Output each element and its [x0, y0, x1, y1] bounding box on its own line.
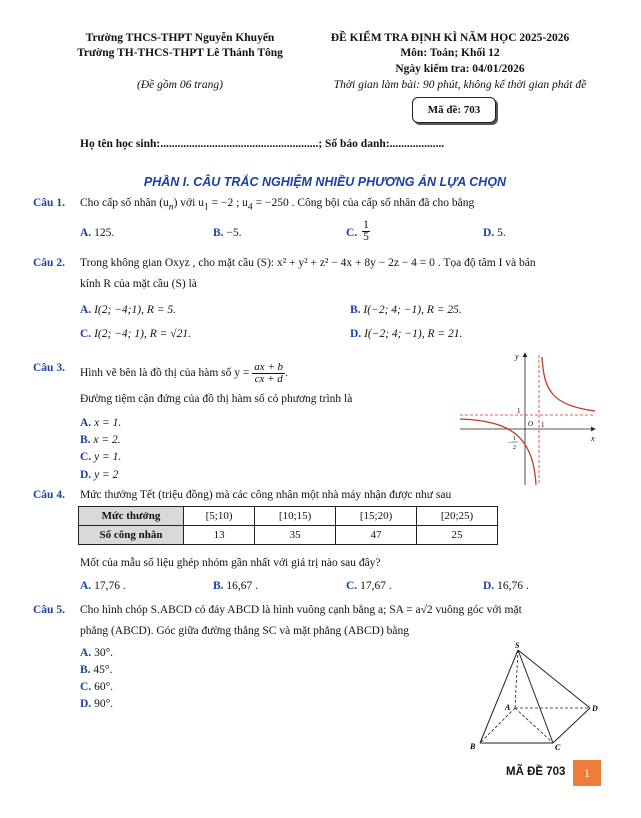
q4-header-cell: Mức thưởng: [79, 507, 184, 526]
q3-number: Câu 3.: [33, 362, 65, 374]
q3-prompt: Đường tiệm cận đứng của đồ thị hàm số có phương trình là: [80, 393, 353, 405]
q2-option-c[interactable]: C. I(2; −4; 1), R = √21.: [80, 328, 191, 340]
q1-stem: Cho cấp số nhân $(u_n)$ với $u_1 = -2$ ; $u_4 = -250$ . Công bội của cấp số nhân đã cho bằng: [80, 197, 475, 213]
q4-prompt: Mốt của mẫu số liệu ghép nhóm gần nhất với giá trị nào sau đây?: [80, 557, 381, 569]
q4-header-cell: [20;25): [417, 507, 498, 526]
q4-data-cell: 25: [417, 526, 498, 545]
x-axis-label: x: [591, 434, 595, 443]
neg-half-den: 2: [513, 445, 516, 451]
q3-option-b[interactable]: B. x = 2.: [80, 434, 121, 446]
q5-pyramid-figure: [465, 640, 605, 755]
q4-option-b[interactable]: B. 16,67 .: [213, 580, 259, 592]
x-tick-one: 1: [541, 421, 545, 429]
q4-option-a[interactable]: A. 17,76 .: [80, 580, 126, 592]
vertex-D-label: D: [592, 704, 598, 713]
q5-option-d[interactable]: D. 90°.: [80, 698, 114, 710]
q5-option-c[interactable]: C. 60°.: [80, 681, 114, 693]
q3-stem: Hình vẽ bên là đồ thị của hàm số y = $\frac{ax + b}{cx + d}$ .: [80, 361, 288, 385]
q2-option-a[interactable]: A. I(2; −4;1), R = 5.: [80, 304, 177, 316]
edge-AC: [515, 708, 553, 743]
q2-option-d[interactable]: D. I(−2; 4; −1), R = 21.: [350, 328, 463, 340]
y-tick-one: 1: [517, 407, 521, 415]
q4-header-cell: [10;15): [255, 507, 336, 526]
exam-subject: Môn: Toán; Khối 12: [400, 47, 500, 59]
q4-number: Câu 4.: [33, 489, 65, 501]
exam-date: Ngày kiểm tra: 04/01/2026: [395, 63, 525, 75]
exam-time: Thời gian làm bài: 90 phút, không kể thời gian phát đề: [333, 79, 587, 91]
footer-exam-code: MÃ ĐỀ 703: [506, 766, 566, 778]
neg-half-num: 1: [513, 436, 516, 442]
q4-table-data-row: [79, 526, 498, 545]
edge-SB: [480, 650, 518, 743]
student-info-line: Họ tên học sinh:.......................................................; Số báo danh:...................: [80, 138, 445, 150]
q5-option-a[interactable]: A. 30°.: [80, 647, 114, 659]
q3-option-d[interactable]: D. y = 2: [80, 469, 119, 481]
school-name-2: Trường TH-THCS-THPT Lê Thánh Tông: [77, 47, 283, 59]
q4-data-cell: Số công nhân: [79, 526, 184, 545]
y-axis-label: y: [515, 352, 519, 361]
page-number-badge: 1: [573, 760, 601, 786]
origin-label: O: [528, 420, 534, 428]
exam-title: ĐỀ KIỂM TRA ĐỊNH KÌ NĂM HỌC 2025-2026: [330, 32, 570, 44]
q1-option-a[interactable]: A. 125.: [80, 227, 115, 239]
q4-stem: Mức thưởng Tết (triệu đồng) mà các công nhân một nhà máy nhận được như sau: [80, 489, 452, 501]
q1-option-d[interactable]: D. 5.: [483, 227, 506, 239]
section-title: PHẦN I. CÂU TRẮC NGHIỆM NHIỀU PHƯƠNG ÁN LỰA CHỌN: [143, 175, 507, 189]
q4-option-d[interactable]: D. 16,76 .: [483, 580, 529, 592]
q3-option-a[interactable]: A. x = 1.: [80, 417, 122, 429]
q4-table: [78, 506, 498, 545]
q5-number: Câu 5.: [33, 604, 65, 616]
q2-number: Câu 2.: [33, 257, 65, 269]
q5-stem-line1: Cho hình chóp S.ABCD có đáy ABCD là hình vuông cạnh bằng a; SA = a√2 vuông góc với mặt: [80, 604, 522, 616]
q4-data-cell: 35: [255, 526, 336, 545]
q5-stem-line2: phẳng (ABCD). Góc giữa đường thẳng SC và mặt phẳng (ABCD) bằng: [80, 625, 410, 637]
q4-data-cell: 13: [184, 526, 255, 545]
q4-table-header-row: [79, 507, 498, 526]
q1-number: Câu 1.: [33, 197, 65, 209]
vertex-B-label: B: [470, 742, 476, 751]
q4-option-c[interactable]: C. 17,67 .: [346, 580, 392, 592]
q4-header-cell: [15;20): [336, 507, 417, 526]
q2-stem-line1: Trong không gian Oxyz , cho mặt cầu (S): x² + y² + z² − 4x + 8y − 2z − 4 = 0 . Tọa độ tâm I và bán: [80, 257, 536, 269]
edge-AB: [480, 708, 515, 743]
exam-code-box: Mã đề: 703: [412, 97, 496, 123]
q2-stem-line2: kính R của mặt cầu (S) là: [80, 278, 197, 290]
school-name-1: Trường THCS-THPT Nguyễn Khuyến: [85, 32, 275, 44]
q1-option-c[interactable]: C. $\frac{1}{5}$: [346, 219, 369, 243]
q1-option-b[interactable]: B. −5.: [213, 227, 242, 239]
q5-option-b[interactable]: B. 45°.: [80, 664, 113, 676]
vertex-A-label: A: [505, 703, 511, 712]
edge-CD: [553, 708, 590, 743]
vertex-C-label: C: [555, 743, 561, 752]
q4-header-cell: [5;10): [184, 507, 255, 526]
q3-function-graph: [455, 345, 605, 490]
q4-data-cell: 47: [336, 526, 417, 545]
pages-note: (Đề gồm 06 trang): [137, 79, 223, 91]
edge-SA: [515, 650, 518, 708]
graph-branch-right: [542, 357, 595, 411]
neg-half-minus: −: [508, 439, 512, 447]
q3-option-c[interactable]: C. y = 1.: [80, 451, 122, 463]
q2-option-b[interactable]: B. I(−2; 4; −1), R = 25.: [350, 304, 462, 316]
vertex-S-label: S: [515, 641, 520, 650]
